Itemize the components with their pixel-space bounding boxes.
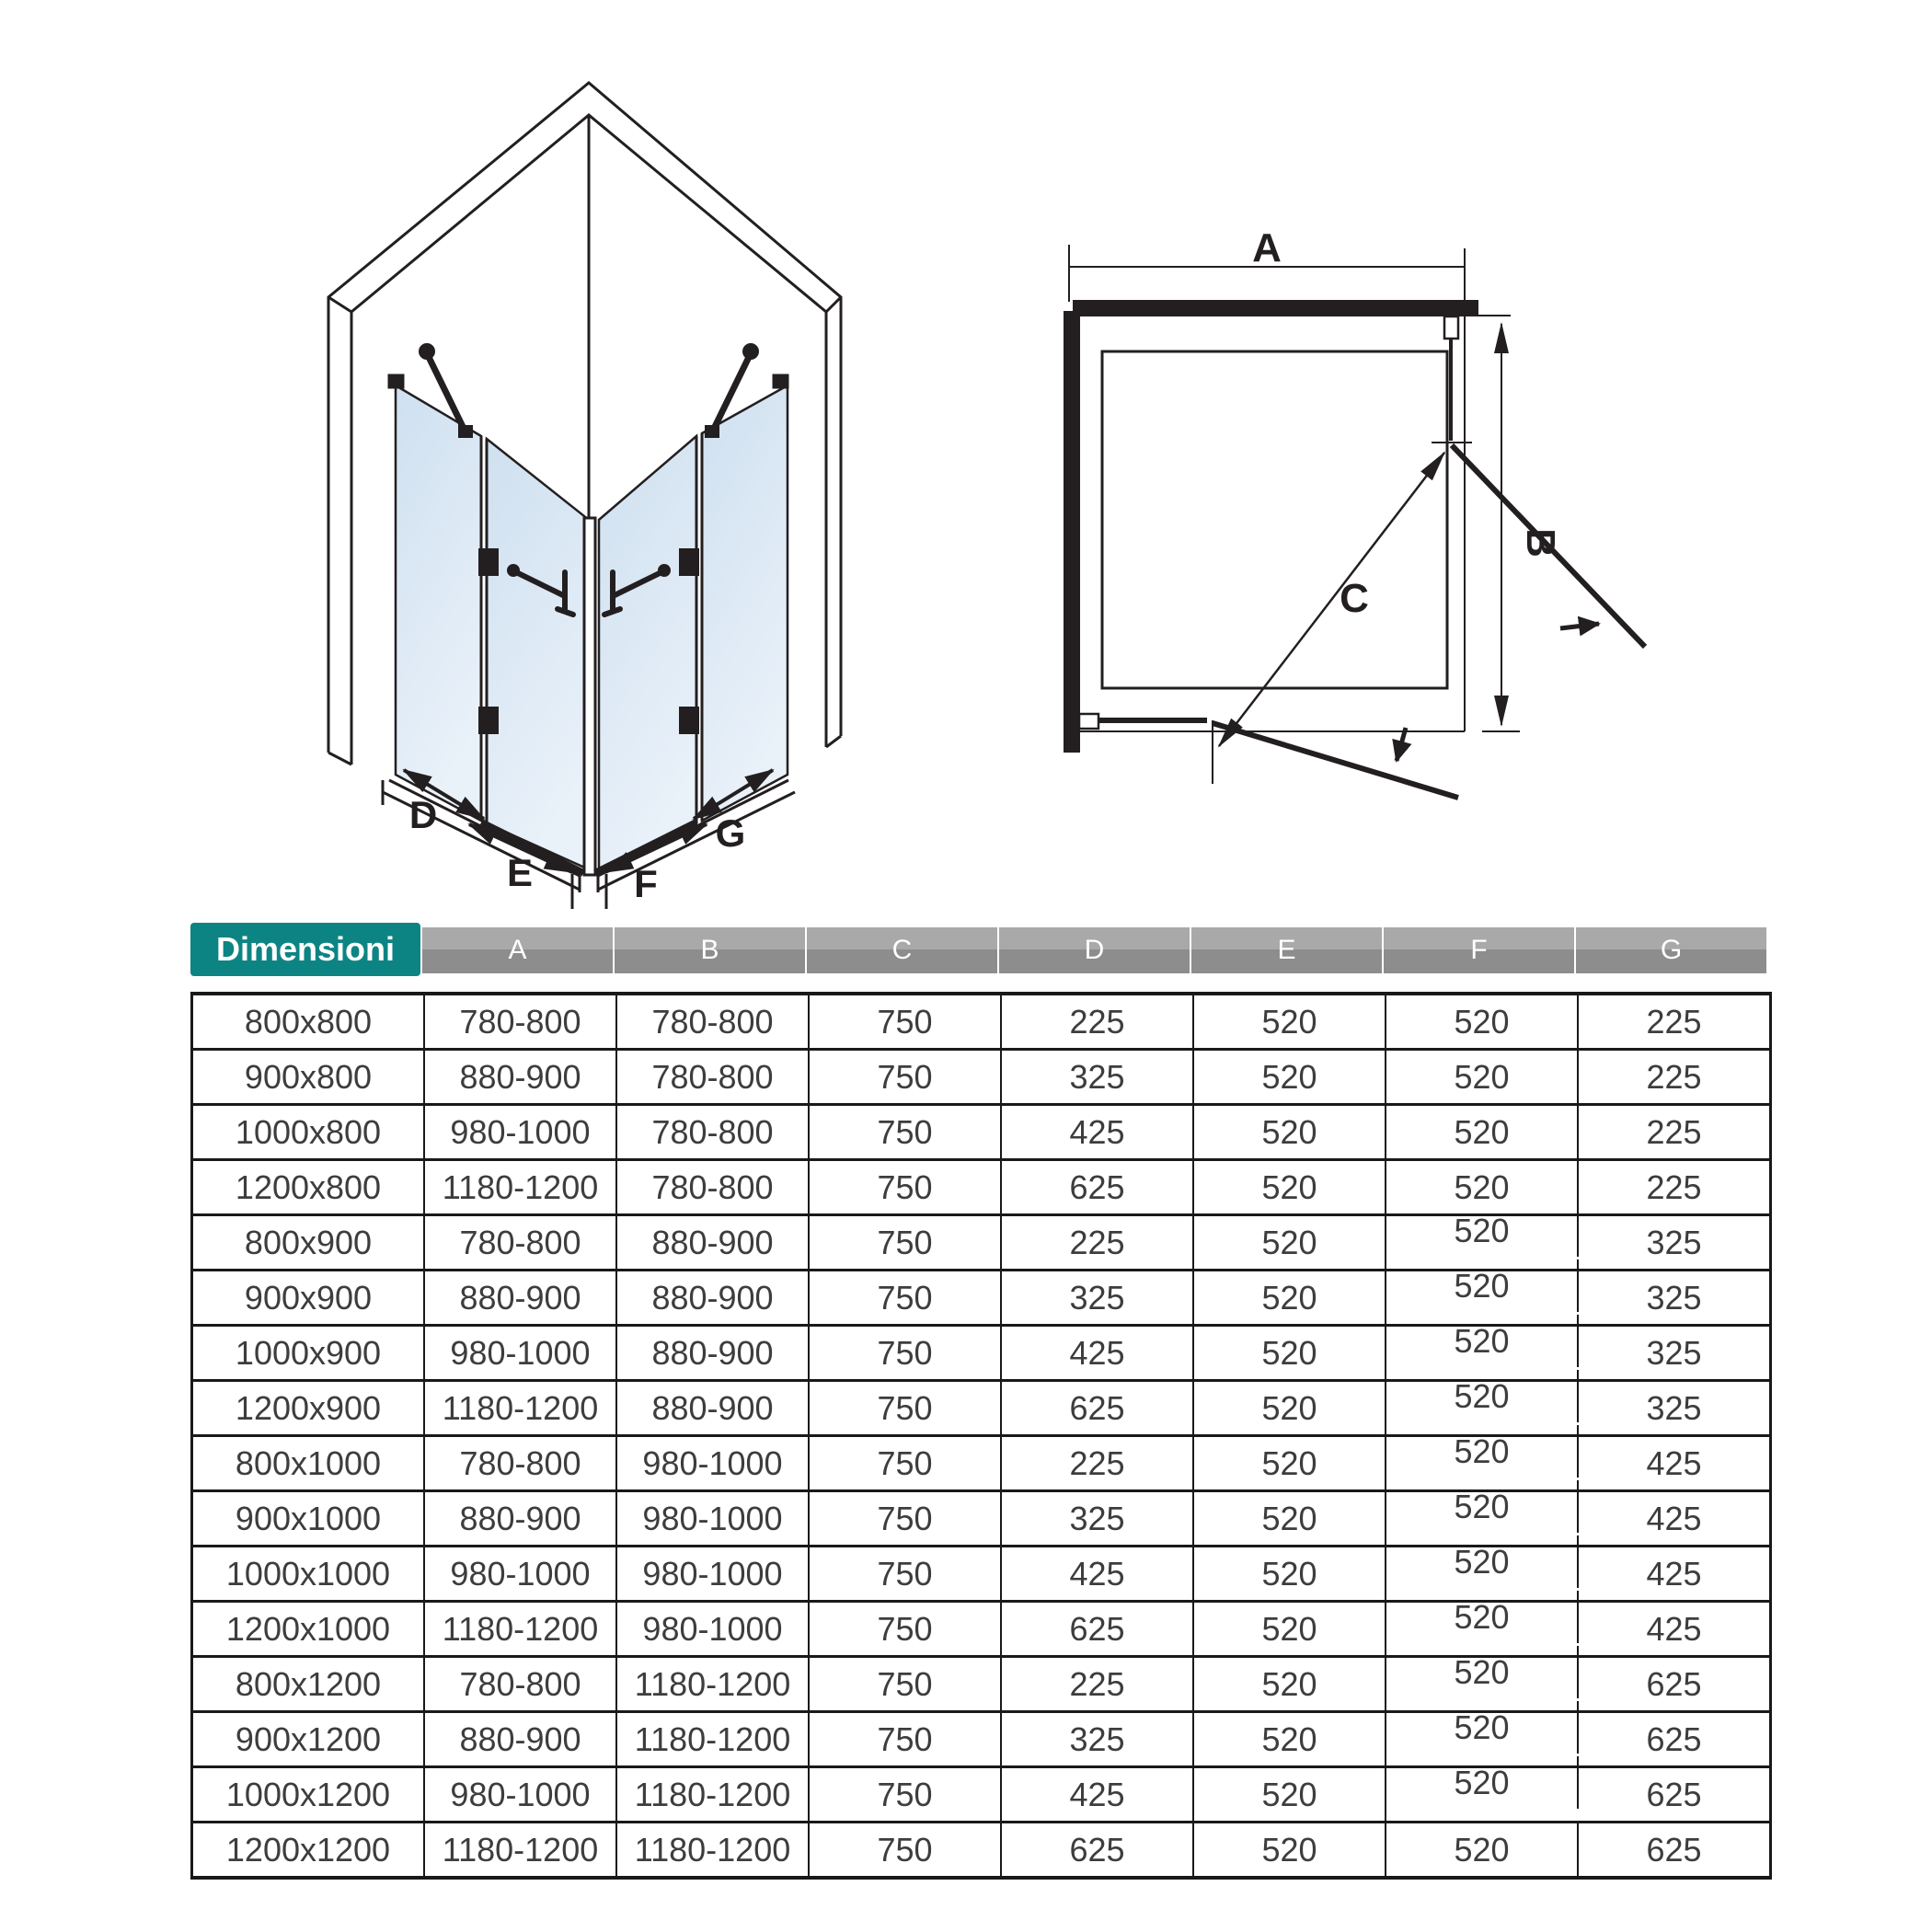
column-header-b: B [615, 927, 807, 973]
size-cell: 1000x1000 [193, 1547, 425, 1600]
value-cell: 750 [810, 1713, 1002, 1765]
value-cell: 520 [1194, 1603, 1386, 1655]
value-cell: 750 [810, 1658, 1002, 1710]
table-row [193, 995, 1769, 1051]
dimension-b [1465, 316, 1520, 731]
value-cell: 520 [1194, 1216, 1386, 1269]
value-cell: 625 [1002, 1382, 1194, 1434]
value-cell: 520 [1386, 1315, 1579, 1367]
value-cell: 880-900 [425, 1713, 617, 1765]
value-cell: 750 [810, 1106, 1002, 1158]
value-cell: 520 [1194, 1161, 1386, 1213]
glass-panel-left-door [487, 439, 589, 869]
size-cell: 800x1000 [193, 1437, 425, 1489]
value-cell: 780-800 [617, 995, 810, 1048]
size-cell: 800x900 [193, 1216, 425, 1269]
value-cell: 625 [1646, 1665, 1702, 1703]
table-row [193, 1106, 1769, 1161]
value-cell: 780-800 [425, 1437, 617, 1489]
value-cell: 325 [1002, 1051, 1194, 1103]
value-cell: 980-1000 [425, 1547, 617, 1600]
value-cell: 325 [1002, 1271, 1194, 1324]
value-cell: 520 [1194, 1492, 1386, 1545]
size-cell: 1000x1200 [193, 1768, 425, 1821]
value-cell: 520 [1386, 1106, 1579, 1158]
value-cell: 520 [1386, 1425, 1579, 1478]
value-cell: 750 [810, 1603, 1002, 1655]
value-cell: 225 [1646, 1168, 1702, 1206]
size-cell: 1200x900 [193, 1382, 425, 1434]
value-cell: 520 [1386, 1204, 1579, 1257]
value-cell: 750 [810, 1271, 1002, 1324]
bar-cap-left [420, 344, 434, 359]
value-cell: 325 [1646, 1389, 1702, 1427]
value-cell: 520 [1386, 1259, 1579, 1312]
dim-label-e: E [506, 851, 534, 894]
value-cell: 520 [1194, 1823, 1386, 1876]
value-cell: 1180-1200 [617, 1658, 810, 1710]
column-headers [422, 927, 1766, 973]
dimension-c [1219, 453, 1444, 746]
value-cell: 225 [1646, 1003, 1702, 1041]
value-cell: 980-1000 [617, 1437, 810, 1489]
value-cell: 225 [1002, 1658, 1194, 1710]
value-cell: 625 [1002, 1603, 1194, 1655]
value-cell: 980-1000 [425, 1106, 617, 1158]
value-cell: 980-1000 [617, 1547, 810, 1600]
bar-mount-left [458, 425, 473, 438]
hinge-bottom [1079, 714, 1098, 729]
value-cell: 750 [810, 1768, 1002, 1821]
value-cell: 750 [810, 1823, 1002, 1876]
dimensions-table [190, 992, 1772, 1880]
value-cell: 880-900 [617, 1271, 810, 1324]
value-cell: 625 [1646, 1720, 1702, 1758]
size-cell: 1000x900 [193, 1327, 425, 1379]
post-cap-left [388, 374, 404, 388]
dim-label-b: B [1518, 528, 1563, 558]
value-cell: 425 [1002, 1106, 1194, 1158]
value-cell: 1180-1200 [425, 1161, 617, 1213]
value-cell: 780-800 [617, 1161, 810, 1213]
value-cell: 520 [1194, 1547, 1386, 1600]
dim-label-g: G [715, 811, 746, 855]
wall-left [1064, 311, 1080, 753]
size-cell: 900x900 [193, 1271, 425, 1324]
value-cell: 780-800 [617, 1051, 810, 1103]
value-cell: 1180-1200 [425, 1382, 617, 1434]
post-cap-right [773, 374, 788, 388]
value-cell: 625 [1002, 1161, 1194, 1213]
value-cell: 625 [1646, 1831, 1702, 1869]
size-cell: 1200x800 [193, 1161, 425, 1213]
value-cell: 520 [1386, 1591, 1579, 1643]
value-cell: 520 [1386, 1161, 1579, 1213]
value-cell: 520 [1194, 1768, 1386, 1821]
column-header-c: C [807, 927, 999, 973]
diagram-plan-view [1049, 225, 1785, 957]
value-cell: 1180-1200 [617, 1823, 810, 1876]
value-cell: 425 [1646, 1555, 1702, 1593]
value-cell: 325 [1002, 1713, 1194, 1765]
value-cell: 1180-1200 [617, 1768, 810, 1821]
value-cell: 750 [810, 1327, 1002, 1379]
table-corner-label: Dimensioni [190, 923, 420, 976]
value-cell: 520 [1386, 1823, 1579, 1876]
value-cell: 750 [810, 1492, 1002, 1545]
glass-panel-right-door [599, 436, 696, 869]
value-cell: 225 [1002, 1216, 1194, 1269]
value-cell: 325 [1646, 1334, 1702, 1372]
bar-cap-right [743, 344, 758, 359]
value-cell: 980-1000 [425, 1768, 617, 1821]
value-cell: 520 [1194, 1437, 1386, 1489]
table-row [193, 1823, 1769, 1876]
value-cell: 520 [1386, 1646, 1579, 1698]
center-post [584, 518, 595, 875]
value-cell: 425 [1646, 1610, 1702, 1648]
glass-panel-right-fixed [702, 385, 788, 821]
value-cell: 980-1000 [425, 1327, 617, 1379]
diagram-3d-shower [193, 28, 911, 920]
value-cell: 880-900 [425, 1271, 617, 1324]
value-cell: 880-900 [425, 1051, 617, 1103]
value-cell: 880-900 [617, 1327, 810, 1379]
table-row [193, 1051, 1769, 1106]
value-cell: 325 [1002, 1492, 1194, 1545]
value-cell: 750 [810, 1547, 1002, 1600]
dim-label-c: C [1340, 576, 1369, 621]
value-cell: 520 [1386, 1535, 1579, 1588]
value-cell: 520 [1386, 1756, 1579, 1809]
value-cell: 980-1000 [617, 1492, 810, 1545]
column-header-a: A [422, 927, 615, 973]
value-cell: 520 [1194, 995, 1386, 1048]
value-cell: 1180-1200 [425, 1823, 617, 1876]
value-cell: 750 [810, 1437, 1002, 1489]
value-cell: 520 [1194, 1051, 1386, 1103]
hinge-top [1444, 316, 1458, 339]
size-cell: 800x1200 [193, 1658, 425, 1710]
value-cell: 225 [1002, 995, 1194, 1048]
value-cell: 425 [1002, 1768, 1194, 1821]
dim-label-d: D [408, 793, 438, 836]
hinge-right-bottom [679, 707, 699, 734]
value-cell: 880-900 [617, 1382, 810, 1434]
bar-mount-right [705, 425, 719, 438]
wall-top [1073, 300, 1478, 316]
dim-label-f: F [634, 862, 658, 905]
value-cell: 780-800 [425, 995, 617, 1048]
hinge-left-top [478, 548, 499, 576]
size-cell: 900x1200 [193, 1713, 425, 1765]
value-cell: 225 [1646, 1058, 1702, 1096]
value-cell: 425 [1646, 1444, 1702, 1482]
hinge-left-bottom [478, 707, 499, 734]
swing-direction-arrow-bottom [1397, 728, 1406, 761]
value-cell: 625 [1002, 1823, 1194, 1876]
value-cell: 880-900 [425, 1492, 617, 1545]
size-cell: 800x800 [193, 995, 425, 1048]
value-cell: 325 [1646, 1224, 1702, 1261]
column-header-d: D [999, 927, 1191, 973]
value-cell: 520 [1386, 995, 1579, 1048]
swing-direction-arrow [1560, 624, 1599, 628]
value-cell: 625 [1646, 1776, 1702, 1813]
value-cell: 880-900 [617, 1216, 810, 1269]
table-row [193, 1764, 1769, 1823]
value-cell: 520 [1194, 1327, 1386, 1379]
door-open-edge-bottom [1213, 723, 1458, 798]
size-cell: 900x800 [193, 1051, 425, 1103]
size-cell: 1000x800 [193, 1106, 425, 1158]
size-cell: 1200x1200 [193, 1823, 425, 1876]
value-cell: 425 [1002, 1327, 1194, 1379]
value-cell: 520 [1194, 1713, 1386, 1765]
value-cell: 225 [1002, 1437, 1194, 1489]
value-cell: 750 [810, 1051, 1002, 1103]
value-cell: 520 [1386, 1370, 1579, 1422]
tray-outline [1102, 351, 1447, 688]
column-header-f: F [1384, 927, 1576, 973]
value-cell: 520 [1194, 1658, 1386, 1710]
value-cell: 425 [1002, 1547, 1194, 1600]
value-cell: 780-800 [617, 1106, 810, 1158]
value-cell: 1180-1200 [425, 1603, 617, 1655]
column-header-g: G [1576, 927, 1766, 973]
table-header-row [190, 923, 1766, 976]
value-cell: 1180-1200 [617, 1713, 810, 1765]
value-cell: 520 [1194, 1382, 1386, 1434]
value-cell: 750 [810, 1216, 1002, 1269]
right-door [1432, 316, 1645, 647]
value-cell: 520 [1194, 1106, 1386, 1158]
column-header-e: E [1191, 927, 1384, 973]
value-cell: 750 [810, 1161, 1002, 1213]
value-cell: 325 [1646, 1279, 1702, 1317]
value-cell: 780-800 [425, 1216, 617, 1269]
value-cell: 520 [1386, 1480, 1579, 1533]
value-cell: 980-1000 [617, 1603, 810, 1655]
dimension-a [1069, 245, 1465, 731]
dim-label-a: A [1252, 225, 1282, 270]
size-cell: 1200x1000 [193, 1603, 425, 1655]
size-cell: 900x1000 [193, 1492, 425, 1545]
value-cell: 750 [810, 1382, 1002, 1434]
value-cell: 425 [1646, 1500, 1702, 1537]
value-cell: 225 [1646, 1113, 1702, 1151]
hinge-right-top [679, 548, 699, 576]
value-cell: 520 [1386, 1051, 1579, 1103]
glass-panel-left-fixed [396, 385, 481, 821]
value-cell: 750 [810, 995, 1002, 1048]
value-cell: 520 [1386, 1701, 1579, 1754]
value-cell: 780-800 [425, 1658, 617, 1710]
bottom-door [1079, 714, 1458, 798]
value-cell: 520 [1194, 1271, 1386, 1324]
